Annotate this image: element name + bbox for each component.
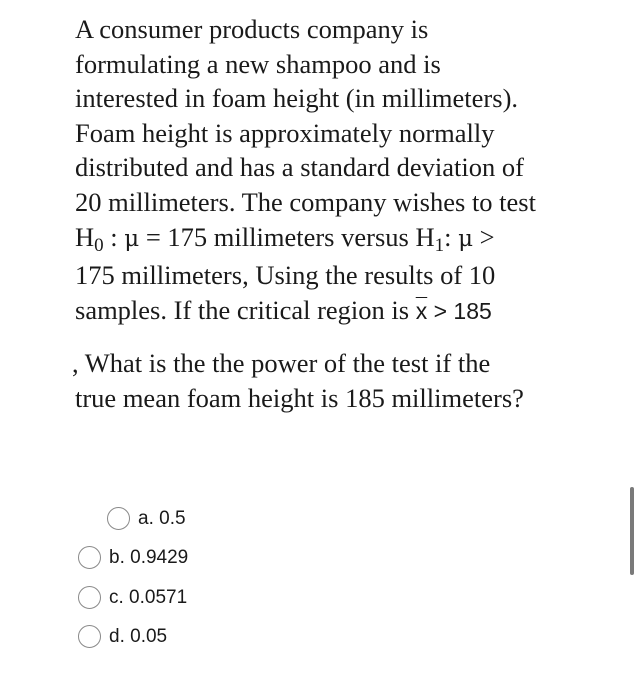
hypothesis-separator: : (444, 221, 459, 252)
mu-symbol: μ (458, 225, 474, 252)
alt-hypothesis-subscript: 1 (434, 234, 445, 256)
null-hypothesis-subscript: 0 (94, 234, 104, 256)
sample-mean-symbol: $\overline{x}$ (415, 297, 428, 324)
mu-symbol: μ (124, 225, 140, 252)
critical-region-text: samples. If the critical region is (75, 294, 416, 325)
question-line: distributed and has a standard deviation of (75, 152, 524, 183)
critical-value: > 185 (427, 297, 492, 324)
question-text (72, 12, 615, 416)
question-line: Foam height is approximately normally (75, 117, 495, 148)
hypothesis-separator: : (103, 221, 125, 252)
question-line: 20 millimeters. The company wishes to test (75, 186, 536, 217)
null-hypothesis-symbol: H (75, 221, 95, 252)
option-b[interactable] (78, 546, 188, 569)
hypothesis-line (75, 220, 615, 259)
question-line: true mean foam height is 185 millimeters? (75, 382, 524, 413)
option-d-label[interactable]: d. 0.05 (109, 625, 168, 647)
option-c[interactable] (78, 586, 187, 609)
option-a[interactable] (107, 507, 186, 530)
question-line: , What is the the power of the test if the (72, 348, 491, 379)
hypothesis-text: = 175 millimeters versus H (139, 221, 435, 252)
question-line: formulating a new shampoo and is (75, 48, 441, 79)
radio-button-b[interactable] (78, 546, 101, 569)
question-line: 175 millimeters, Using the results of 10 (75, 260, 496, 291)
question-line: interested in foam height (in millimeters). (75, 83, 519, 114)
option-d[interactable] (78, 625, 167, 648)
option-b-label[interactable]: b. 0.9429 (109, 546, 189, 568)
vertical-scrollbar[interactable] (630, 487, 634, 575)
radio-button-c[interactable] (78, 586, 101, 609)
radio-button-d[interactable] (78, 625, 101, 648)
radio-button-a[interactable] (107, 507, 130, 530)
critical-region-line (75, 293, 615, 329)
option-c-label[interactable]: c. 0.0571 (109, 586, 188, 608)
question-line: A consumer products company is (75, 14, 429, 44)
greater-than-symbol: > (473, 221, 495, 252)
option-a-label[interactable]: a. 0.5 (138, 507, 186, 529)
